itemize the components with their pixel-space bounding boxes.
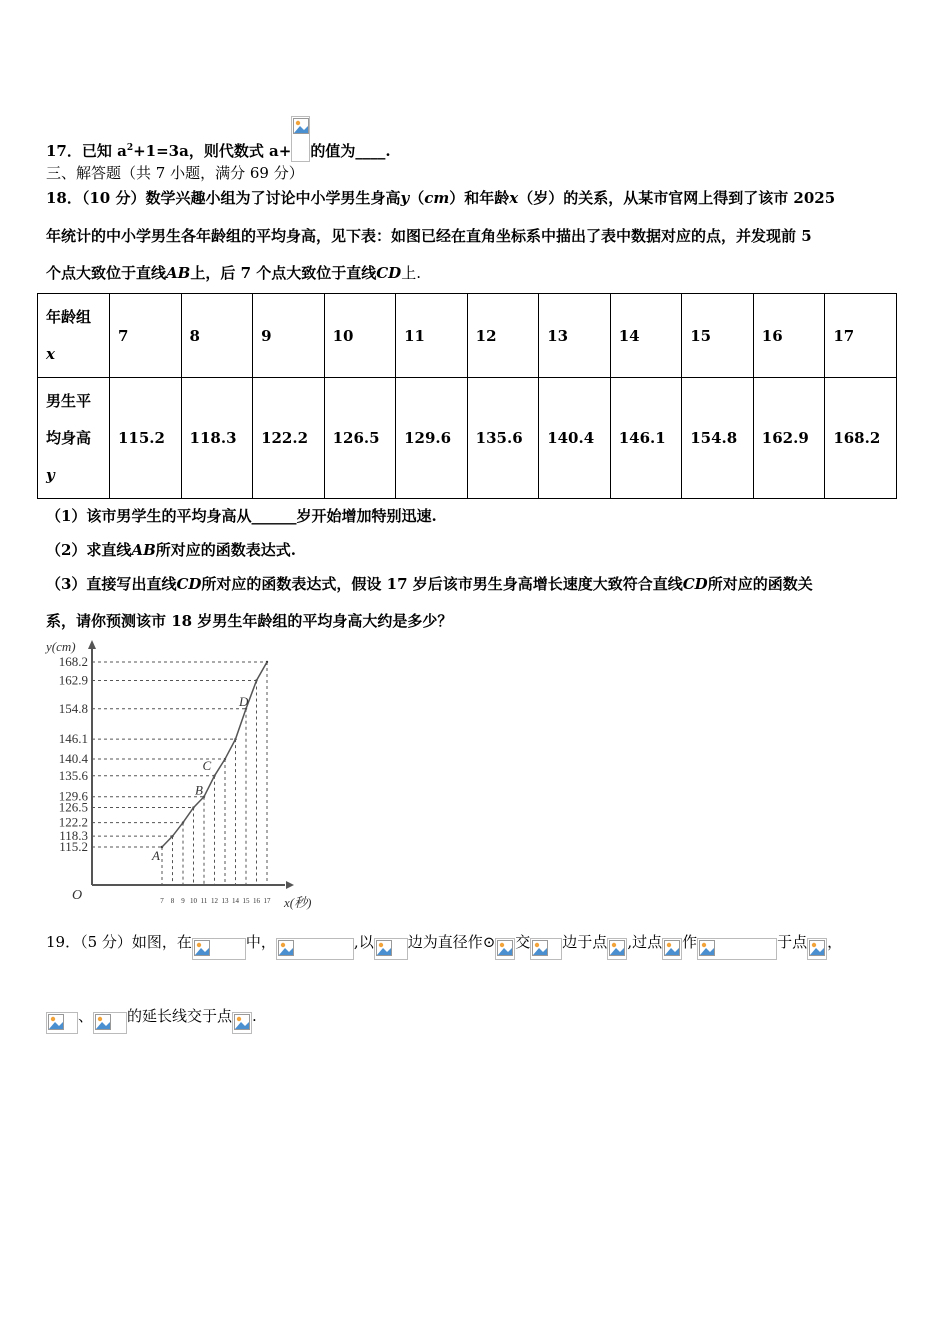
table-cell: 9 [253, 294, 325, 378]
table-cell: 122.2 [253, 378, 325, 499]
header-var: x [46, 344, 55, 363]
x-tick-label: 9 [181, 897, 185, 905]
y-tick-label: 140.4 [58, 751, 88, 767]
y-tick-label: 154.8 [58, 700, 88, 716]
x-tick-label: 11 [200, 897, 208, 905]
q17-post: 的值为____. [310, 142, 391, 160]
header-label: 均身高 [46, 428, 92, 447]
y-axis-arrow [88, 640, 96, 649]
broken-image-icon [232, 1012, 252, 1034]
point-label: B [195, 782, 203, 798]
origin-label: O [72, 888, 83, 903]
y-axis-label: y(cm) [46, 639, 76, 654]
table-cell: 7 [110, 294, 182, 378]
broken-image-icon [192, 938, 246, 960]
broken-image-icon [807, 938, 827, 960]
q19-text: ,以 [353, 933, 374, 951]
x-tick-label: 17 [263, 897, 271, 905]
y-tick-label: 135.6 [58, 767, 88, 783]
table-row [38, 294, 897, 378]
broken-image-icon [662, 938, 682, 960]
x-axis-arrow [286, 881, 294, 889]
q19-text: 中， [245, 933, 276, 951]
q18-text: 所对应的函数表达式，假设 17 岁后该市男生身高增长速度大致符合直线 [201, 575, 683, 593]
table-row [38, 378, 897, 499]
q17-line [46, 116, 391, 162]
y-tick-label: 122.2 [58, 814, 88, 830]
q19-text: . [252, 1007, 257, 1025]
q18-sub2 [46, 539, 296, 560]
table-cell: 16 [753, 294, 825, 378]
y-tick-label: 146.1 [58, 731, 88, 747]
line-cd: CD [376, 264, 402, 282]
table-cell: 146.1 [610, 378, 682, 499]
height-chart [40, 635, 330, 910]
table-cell: 135.6 [467, 378, 539, 499]
q18-line3 [46, 262, 421, 283]
section-heading: 三、解答题（共 7 小题，满分 69 分） [46, 164, 304, 182]
q18-sub1: （1）该市男学生的平均身高从______岁开始增加特别迅速. [46, 507, 437, 525]
q19-text: 交 [515, 933, 531, 951]
q19-text: 的延长线交于点 [127, 1007, 233, 1025]
broken-image-icon [93, 1012, 127, 1034]
q19-text: 、 [78, 1007, 94, 1025]
q18-text: （岁）的关系，从某市官网上得到了该市 2025 [518, 189, 836, 207]
q18-sub3 [46, 573, 813, 594]
table-cell: 13 [539, 294, 611, 378]
table-cell: 14 [610, 294, 682, 378]
x-tick-label: 8 [170, 897, 175, 905]
x-tick-label: 16 [253, 897, 260, 905]
broken-image-icon [495, 938, 515, 960]
q19-text: ， [827, 933, 843, 951]
q17-mid: +1=3a，则代数式 a+ [133, 142, 292, 160]
x-tick-label: 7 [160, 897, 164, 905]
unit-cm: cm [424, 189, 450, 207]
q19-text: 边于点 [562, 933, 608, 951]
y-tick-label: 115.2 [59, 839, 88, 854]
line-cd: CD [682, 575, 708, 593]
table-cell: 126.5 [324, 378, 396, 499]
broken-image-icon [291, 116, 310, 162]
q19-text: 作 [682, 933, 698, 951]
y-tick-label: 129.6 [58, 788, 88, 804]
table-cell: 10 [324, 294, 396, 378]
q18-text: 上，后 7 个点大致位于直线 [190, 264, 377, 282]
q17-sup: 2 [126, 143, 134, 153]
q19-text: 于点 [777, 933, 808, 951]
var-y: y [400, 189, 410, 207]
q19-text: 19．（5 分）如图，在 [46, 933, 192, 951]
data-table [37, 293, 897, 499]
table-cell: 168.2 [825, 378, 897, 499]
q18-text: 所对应的函数表达式. [155, 541, 297, 559]
q18-text: ）和年龄 [449, 189, 510, 207]
line-cd: CD [176, 575, 202, 593]
x-tick-label: 14 [232, 897, 239, 905]
table-cell: 17 [825, 294, 897, 378]
table-cell: 118.3 [181, 378, 253, 499]
q18-line2: 年统计的中小学男生各年龄组的平均身高，见下表：如图已经在直角坐标系中描出了表中数据对应的点，并发现前 5 [46, 227, 812, 245]
q18-line1 [46, 187, 835, 208]
q19-text: ,过点 [627, 933, 663, 951]
table-cell: 154.8 [682, 378, 754, 499]
table-cell: 12 [467, 294, 539, 378]
table-cell: 15 [682, 294, 754, 378]
q19-line2 [46, 998, 257, 1034]
table-cell: 115.2 [110, 378, 182, 499]
q18-text: （3）直接写出直线 [46, 575, 177, 593]
q18-sub3-line2: 系，请你预测该市 18 岁男生年龄组的平均身高大约是多少？ [46, 612, 453, 630]
q17-pre: 已知 a [81, 142, 127, 160]
point-label: D [239, 693, 249, 709]
var-x: x [509, 189, 519, 207]
broken-image-icon [46, 1012, 78, 1034]
q19-text: 边为直径作⊙ [407, 933, 496, 951]
table-cell: 162.9 [753, 378, 825, 499]
line-ab: AB [131, 541, 156, 559]
line-ab: AB [166, 264, 191, 282]
broken-image-icon [374, 938, 408, 960]
q18-text: （ [409, 189, 425, 207]
header-label: 年龄组 [46, 307, 92, 326]
y-tick-label: 118.3 [59, 828, 88, 844]
q18-text: 所对应的函数关 [707, 575, 813, 593]
point-label: A [152, 848, 160, 863]
broken-image-icon [530, 938, 562, 960]
table-cell: 140.4 [539, 378, 611, 499]
table-cell: 8 [181, 294, 253, 378]
y-tick-label: 126.5 [58, 799, 88, 815]
header-var: y [46, 465, 55, 484]
broken-image-icon [607, 938, 627, 960]
point-label: C [202, 757, 212, 773]
broken-image-icon [697, 938, 777, 960]
x-tick-label: 13 [221, 897, 229, 905]
header-label: 男生平 [46, 391, 92, 410]
table-header-cell [38, 294, 110, 378]
table-header-cell [38, 378, 110, 499]
broken-image-icon [276, 938, 354, 960]
table-cell: 129.6 [396, 378, 468, 499]
y-tick-label: 168.2 [58, 654, 88, 669]
q18-text: （2）求直线 [46, 541, 132, 559]
q18-text: 上. [401, 264, 421, 282]
x-tick-label: 12 [211, 897, 218, 905]
q19-line1 [46, 924, 842, 960]
x-axis-label: x(秒) [284, 895, 312, 910]
y-tick-label: 162.9 [58, 672, 88, 688]
q18-text: 个点大致位于直线 [46, 264, 167, 282]
table-cell: 11 [396, 294, 468, 378]
x-tick-label: 10 [190, 897, 197, 905]
x-tick-label: 15 [242, 897, 250, 905]
q17-number: 17． [46, 142, 82, 160]
q18-text: 18．（10 分）数学兴趣小组为了讨论中小学男生身高 [46, 189, 401, 207]
